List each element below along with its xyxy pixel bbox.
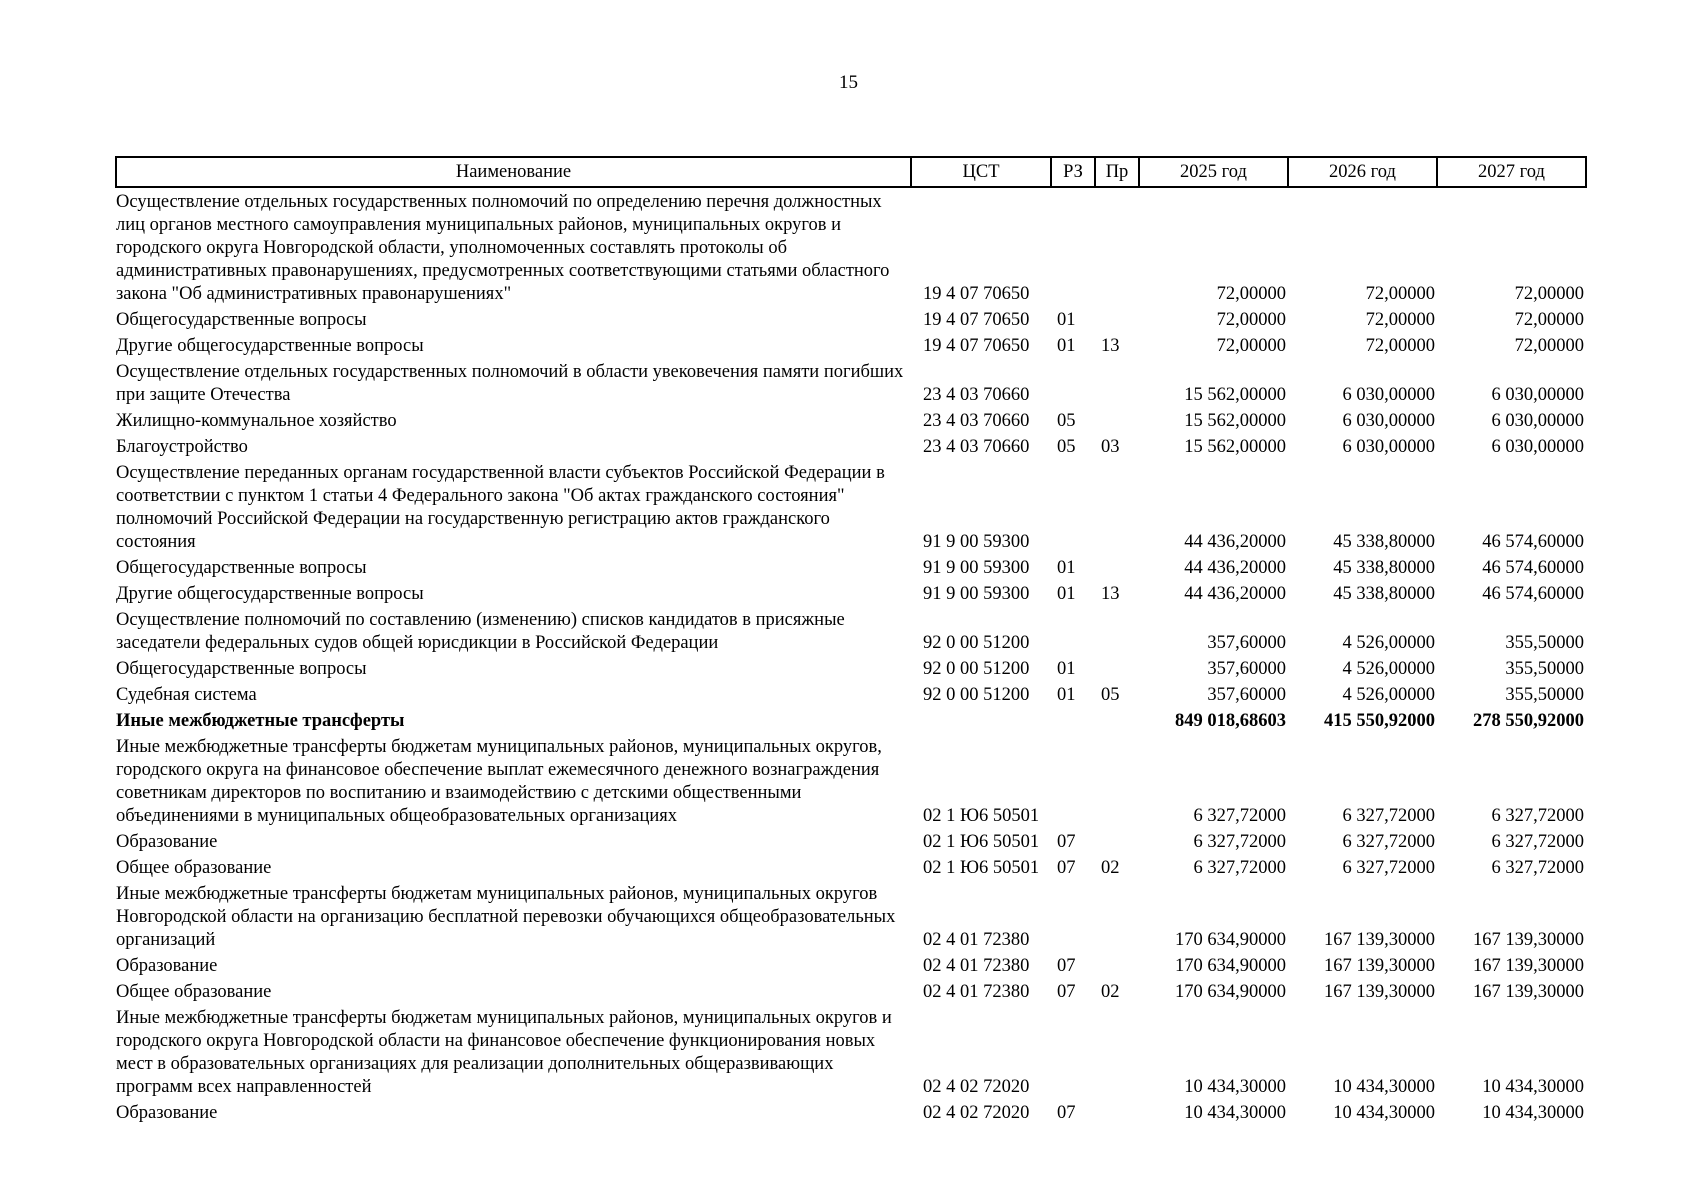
row-rz bbox=[1051, 606, 1095, 655]
row-rz: 01 bbox=[1057, 310, 1076, 330]
table-row bbox=[116, 707, 1586, 733]
row-cst: 19 4 07 70650 bbox=[923, 336, 1030, 356]
row-name: Осуществление отдельных государственных полномочий по определению перечня должностных лиц органов местного самоуправления муниципальных районов, муниципальных округов и городского округа Новгородской области, уполномоченных составлять протоколы об административных правонарушениях, предусмотренных соответствующими статьями областного закона "Об административных правонарушениях" bbox=[116, 192, 890, 304]
row-value-2025: 170 634,90000 bbox=[1175, 930, 1286, 950]
row-cst: 02 4 01 72380 bbox=[923, 930, 1030, 950]
row-cst: 91 9 00 59300 bbox=[923, 584, 1030, 604]
row-cst: 19 4 07 70650 bbox=[923, 284, 1030, 304]
row-name: Иные межбюджетные трансферты бюджетам муниципальных районов, муниципальных округов и городского округа Новгородской области на финансовое обеспечение функционирования новых мест в образовательных организациях для реализации дополнительных общеразвивающих программ всех направленностей bbox=[116, 1008, 892, 1097]
row-value-2026: 72,00000 bbox=[1365, 336, 1435, 356]
header-2025: 2025 год bbox=[1139, 157, 1288, 187]
row-name: Жилищно-коммунальное хозяйство bbox=[116, 411, 397, 431]
row-pr: 03 bbox=[1101, 437, 1120, 457]
row-cst: 02 4 02 72020 bbox=[923, 1077, 1030, 1097]
row-value-2027: 167 139,30000 bbox=[1473, 982, 1584, 1002]
row-value-2025: 15 562,00000 bbox=[1184, 385, 1286, 405]
row-name: Общегосударственные вопросы bbox=[116, 310, 367, 330]
row-cst: 02 1 Ю6 50501 bbox=[923, 858, 1040, 878]
row-pr: 13 bbox=[1101, 336, 1120, 356]
row-value-2025: 170 634,90000 bbox=[1175, 982, 1286, 1002]
row-value-2025: 357,60000 bbox=[1207, 633, 1286, 653]
row-cst: 23 4 03 70660 bbox=[923, 411, 1030, 431]
row-value-2026: 45 338,80000 bbox=[1333, 558, 1435, 578]
table-row bbox=[116, 459, 1586, 554]
row-value-2026: 10 434,30000 bbox=[1333, 1077, 1435, 1097]
row-name: Образование bbox=[116, 832, 218, 852]
row-rz: 07 bbox=[1057, 858, 1076, 878]
table-row bbox=[116, 1004, 1586, 1099]
row-name: Образование bbox=[116, 956, 218, 976]
row-name: Общее образование bbox=[116, 982, 272, 1002]
row-pr bbox=[1095, 358, 1139, 407]
row-rz bbox=[1051, 880, 1095, 952]
row-pr bbox=[1095, 828, 1139, 854]
row-cst: 02 4 01 72380 bbox=[923, 956, 1030, 976]
table-row bbox=[116, 681, 1586, 707]
row-name: Иные межбюджетные трансферты bbox=[116, 711, 405, 731]
row-name: Судебная система bbox=[116, 685, 257, 705]
table-row bbox=[116, 606, 1586, 655]
row-name: Общегосударственные вопросы bbox=[116, 659, 367, 679]
row-pr: 02 bbox=[1101, 982, 1120, 1002]
table-row bbox=[116, 187, 1586, 306]
row-name: Общее образование bbox=[116, 858, 272, 878]
row-rz: 01 bbox=[1057, 659, 1076, 679]
row-value-2027: 46 574,60000 bbox=[1482, 532, 1584, 552]
header-2027: 2027 год bbox=[1437, 157, 1586, 187]
row-pr bbox=[1095, 707, 1139, 733]
row-rz: 01 bbox=[1057, 584, 1076, 604]
row-value-2027: 6 327,72000 bbox=[1491, 832, 1584, 852]
row-value-2025: 72,00000 bbox=[1216, 336, 1286, 356]
table-row bbox=[116, 407, 1586, 433]
row-value-2027: 6 327,72000 bbox=[1491, 806, 1584, 826]
table-row bbox=[116, 332, 1586, 358]
row-name: Осуществление отдельных государственных полномочий в области увековечения памяти погибших при защите Отечества bbox=[116, 362, 904, 405]
row-value-2027: 10 434,30000 bbox=[1482, 1077, 1584, 1097]
row-value-2026: 45 338,80000 bbox=[1333, 584, 1435, 604]
row-value-2025: 10 434,30000 bbox=[1184, 1103, 1286, 1123]
row-value-2027: 167 139,30000 bbox=[1473, 956, 1584, 976]
table-row bbox=[116, 358, 1586, 407]
row-value-2025: 849 018,68603 bbox=[1175, 711, 1286, 731]
row-cst: 02 1 Ю6 50501 bbox=[923, 806, 1040, 826]
row-pr bbox=[1095, 554, 1139, 580]
row-cst: 92 0 00 51200 bbox=[923, 685, 1030, 705]
table-row bbox=[116, 952, 1586, 978]
row-value-2027: 355,50000 bbox=[1505, 685, 1584, 705]
row-pr bbox=[1095, 306, 1139, 332]
row-pr bbox=[1095, 1099, 1139, 1125]
row-cst: 02 4 01 72380 bbox=[923, 982, 1030, 1002]
row-name: Другие общегосударственные вопросы bbox=[116, 584, 424, 604]
table-header-row bbox=[116, 157, 1586, 187]
row-name: Иные межбюджетные трансферты бюджетам муниципальных районов, муниципальных округов Новгородской области на организацию бесплатной перевозки обучающихся общеобразовательных организаций bbox=[116, 884, 896, 950]
table-row bbox=[116, 828, 1586, 854]
row-value-2027: 6 030,00000 bbox=[1491, 385, 1584, 405]
row-pr bbox=[1095, 459, 1139, 554]
row-value-2026: 72,00000 bbox=[1365, 284, 1435, 304]
table-row bbox=[116, 580, 1586, 606]
table-row bbox=[116, 854, 1586, 880]
row-cst: 91 9 00 59300 bbox=[923, 558, 1030, 578]
row-value-2025: 357,60000 bbox=[1207, 659, 1286, 679]
header-rz: РЗ bbox=[1051, 157, 1095, 187]
row-value-2026: 72,00000 bbox=[1365, 310, 1435, 330]
row-rz: 07 bbox=[1057, 832, 1076, 852]
row-value-2027: 6 327,72000 bbox=[1491, 858, 1584, 878]
row-value-2026: 6 030,00000 bbox=[1342, 385, 1435, 405]
row-cst: 02 1 Ю6 50501 bbox=[923, 832, 1040, 852]
row-cst: 23 4 03 70660 bbox=[923, 437, 1030, 457]
row-value-2025: 44 436,20000 bbox=[1184, 558, 1286, 578]
row-value-2026: 167 139,30000 bbox=[1324, 982, 1435, 1002]
row-value-2025: 357,60000 bbox=[1207, 685, 1286, 705]
row-pr: 02 bbox=[1101, 858, 1120, 878]
row-value-2025: 72,00000 bbox=[1216, 284, 1286, 304]
row-name: Благоустройство bbox=[116, 437, 248, 457]
row-value-2027: 10 434,30000 bbox=[1482, 1103, 1584, 1123]
row-value-2025: 15 562,00000 bbox=[1184, 411, 1286, 431]
row-value-2025: 170 634,90000 bbox=[1175, 956, 1286, 976]
row-cst: 02 4 02 72020 bbox=[923, 1103, 1030, 1123]
row-cst: 91 9 00 59300 bbox=[923, 532, 1030, 552]
row-value-2026: 6 327,72000 bbox=[1342, 806, 1435, 826]
row-value-2027: 6 030,00000 bbox=[1491, 411, 1584, 431]
row-value-2026: 6 030,00000 bbox=[1342, 437, 1435, 457]
row-rz bbox=[1051, 187, 1095, 306]
row-name: Образование bbox=[116, 1103, 218, 1123]
row-value-2027: 6 030,00000 bbox=[1491, 437, 1584, 457]
page-number: 15 bbox=[839, 72, 858, 93]
row-value-2026: 415 550,92000 bbox=[1324, 711, 1435, 731]
row-value-2027: 72,00000 bbox=[1514, 284, 1584, 304]
row-value-2026: 4 526,00000 bbox=[1342, 685, 1435, 705]
row-value-2026: 6 030,00000 bbox=[1342, 411, 1435, 431]
row-rz: 05 bbox=[1057, 411, 1076, 431]
row-rz bbox=[1051, 733, 1095, 828]
row-value-2025: 44 436,20000 bbox=[1184, 532, 1286, 552]
table-row bbox=[116, 655, 1586, 681]
header-pr: Пр bbox=[1095, 157, 1139, 187]
row-value-2026: 45 338,80000 bbox=[1333, 532, 1435, 552]
table-row bbox=[116, 733, 1586, 828]
row-rz: 07 bbox=[1057, 1103, 1076, 1123]
row-pr: 05 bbox=[1101, 685, 1120, 705]
row-cst: 19 4 07 70650 bbox=[923, 310, 1030, 330]
row-rz bbox=[1051, 1004, 1095, 1099]
row-pr bbox=[1095, 606, 1139, 655]
table-body bbox=[116, 187, 1586, 1125]
row-cst bbox=[911, 707, 1051, 733]
row-pr bbox=[1095, 952, 1139, 978]
header-2026: 2026 год bbox=[1288, 157, 1437, 187]
row-name: Осуществление полномочий по составлению (изменению) списков кандидатов в присяжные заседатели федеральных судов общей юрисдикции в Российской Федерации bbox=[116, 610, 845, 653]
row-name: Другие общегосударственные вопросы bbox=[116, 336, 424, 356]
table-row bbox=[116, 433, 1586, 459]
row-rz: 01 bbox=[1057, 558, 1076, 578]
row-value-2025: 72,00000 bbox=[1216, 310, 1286, 330]
row-rz: 07 bbox=[1057, 956, 1076, 976]
table-row bbox=[116, 978, 1586, 1004]
row-value-2026: 6 327,72000 bbox=[1342, 858, 1435, 878]
row-value-2026: 6 327,72000 bbox=[1342, 832, 1435, 852]
row-value-2027: 46 574,60000 bbox=[1482, 584, 1584, 604]
row-value-2027: 72,00000 bbox=[1514, 310, 1584, 330]
row-cst: 92 0 00 51200 bbox=[923, 633, 1030, 653]
row-name: Осуществление переданных органам государственной власти субъектов Российской Федерации в соответствии с пунктом 1 статьи 4 Федерального закона "Об актах гражданского состояния" полномочий Российской Федерации на государственную регистрацию актов гражданского состояния bbox=[116, 463, 885, 552]
header-cst: ЦСТ bbox=[911, 157, 1051, 187]
row-value-2027: 46 574,60000 bbox=[1482, 558, 1584, 578]
row-value-2027: 72,00000 bbox=[1514, 336, 1584, 356]
row-rz: 01 bbox=[1057, 685, 1076, 705]
header-name: Наименование bbox=[116, 157, 911, 187]
budget-table bbox=[115, 156, 1587, 1125]
row-value-2026: 10 434,30000 bbox=[1333, 1103, 1435, 1123]
row-value-2026: 4 526,00000 bbox=[1342, 633, 1435, 653]
row-value-2025: 44 436,20000 bbox=[1184, 584, 1286, 604]
row-value-2025: 10 434,30000 bbox=[1184, 1077, 1286, 1097]
row-value-2027: 355,50000 bbox=[1505, 659, 1584, 679]
row-value-2025: 6 327,72000 bbox=[1193, 832, 1286, 852]
table-row bbox=[116, 554, 1586, 580]
row-value-2027: 355,50000 bbox=[1505, 633, 1584, 653]
row-rz bbox=[1051, 358, 1095, 407]
row-value-2027: 167 139,30000 bbox=[1473, 930, 1584, 950]
table-row bbox=[116, 306, 1586, 332]
row-pr bbox=[1095, 733, 1139, 828]
row-rz bbox=[1051, 707, 1095, 733]
row-rz bbox=[1051, 459, 1095, 554]
row-rz: 07 bbox=[1057, 982, 1076, 1002]
row-value-2025: 6 327,72000 bbox=[1193, 806, 1286, 826]
row-value-2025: 15 562,00000 bbox=[1184, 437, 1286, 457]
row-rz: 05 bbox=[1057, 437, 1076, 457]
row-pr bbox=[1095, 655, 1139, 681]
row-value-2026: 167 139,30000 bbox=[1324, 930, 1435, 950]
row-value-2027: 278 550,92000 bbox=[1473, 711, 1584, 731]
row-value-2026: 4 526,00000 bbox=[1342, 659, 1435, 679]
row-cst: 92 0 00 51200 bbox=[923, 659, 1030, 679]
row-name: Общегосударственные вопросы bbox=[116, 558, 367, 578]
row-pr bbox=[1095, 1004, 1139, 1099]
row-pr bbox=[1095, 187, 1139, 306]
table-row bbox=[116, 880, 1586, 952]
row-pr bbox=[1095, 407, 1139, 433]
row-rz: 01 bbox=[1057, 336, 1076, 356]
row-pr: 13 bbox=[1101, 584, 1120, 604]
table-row bbox=[116, 1099, 1586, 1125]
row-value-2025: 6 327,72000 bbox=[1193, 858, 1286, 878]
row-pr bbox=[1095, 880, 1139, 952]
row-cst: 23 4 03 70660 bbox=[923, 385, 1030, 405]
row-value-2026: 167 139,30000 bbox=[1324, 956, 1435, 976]
row-name: Иные межбюджетные трансферты бюджетам муниципальных районов, муниципальных округов, городского округа на финансовое обеспечение выплат ежемесячного денежного вознаграждения советникам директоров по воспитанию и взаимодействию с детскими общественными объединениями в муниципальных общеобразовательных организациях bbox=[116, 737, 882, 826]
